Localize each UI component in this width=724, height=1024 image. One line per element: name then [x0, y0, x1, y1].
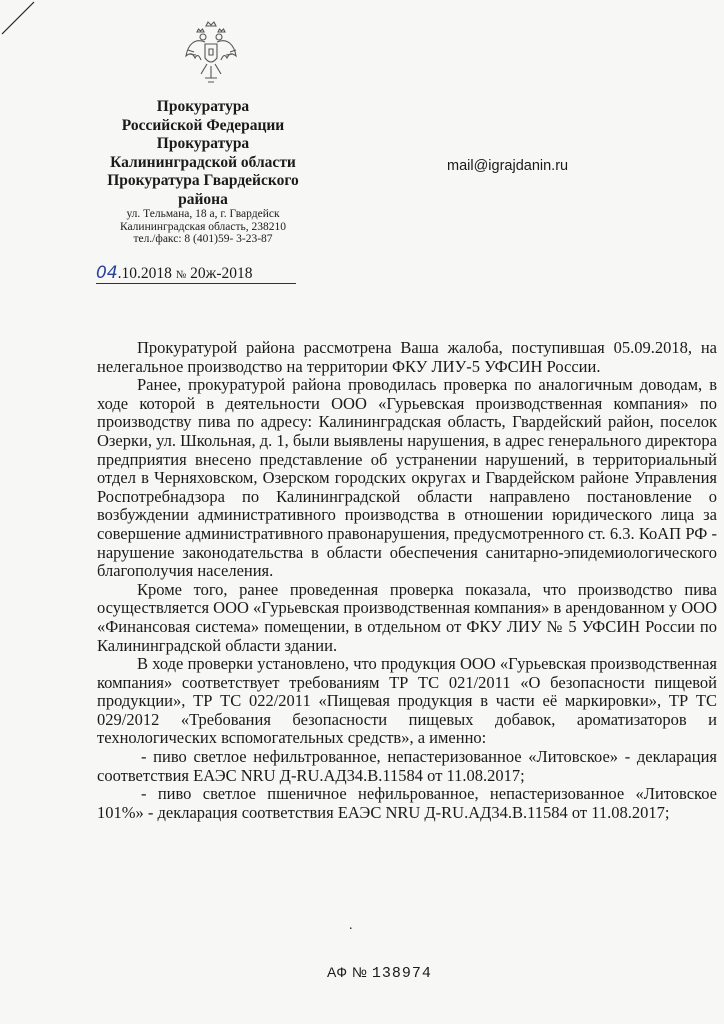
agency-line: Прокуратура Гвардейского — [107, 172, 299, 189]
address-line: ул. Тельмана, 18 а, г. Гвардейск — [126, 208, 280, 220]
form-serial-number — [327, 964, 432, 982]
agency-line: Прокуратура — [156, 135, 250, 152]
date-printed: .10.2018 — [117, 265, 172, 282]
agency-line: Калининградской области — [110, 153, 296, 171]
form-prefix: АФ № — [327, 964, 368, 980]
form-serial: 138974 — [371, 965, 432, 982]
paragraph: Кроме того, ранее проведенная проверка показала, что производство пива осуществляется ООО «Гурьевская производственная компания» в арендованном у ООО «Финансовая система» помещении, в отдельном от ФКУ ЛИУ № 5 УФСИН России по Калининградской области здании. — [97, 579, 717, 655]
agency-line: Российской Федерации — [121, 116, 285, 134]
trailing-mark: . — [349, 918, 353, 933]
address-line: Калининградская область, 238210 — [119, 220, 287, 233]
agency-line: Прокуратура — [156, 98, 250, 115]
number-sign: № — [175, 269, 187, 281]
date-underline — [96, 283, 296, 284]
recipient-email: mail@igrajdanin.ru — [447, 158, 569, 174]
address-line: тел./факс: 8 (401)59- 3-23-87 — [133, 233, 273, 245]
letter-body — [97, 339, 717, 822]
corner-fold-mark — [0, 0, 40, 40]
paragraph: Ранее, прокуратурой района проводилась проверка по аналогичным доводам, в ходе которой в деятельности ООО «Гурьевская производственная компания» по производству пива по адресу: Калининградская область, Гвардейский район, поселок Озерки, ул. Школьная, д. 1, были выявлены нарушения, в адрес генерального директора предприятия внесено представление об устранении нарушений, в территориальный отдел в Черняховском, Озерском городских округах и Гвардейском районе Управления Роспотребнадзора по Калининградской области направлено постановление о возбуждении административного производства в отношении юридического лица за совершение административного правонарушения, предусмотренного ст. 6.3. КоАП РФ - нарушение законодательства в области обеспечения санитарно-эпидемиологического благополучия населения. — [97, 375, 717, 581]
coat-of-arms-icon — [183, 20, 239, 86]
agency-line: района — [178, 190, 228, 208]
list-item: - пиво светлое пшеничное нефильрованное, непастеризованное «Литовское 101%» - декларация соответствия ЕАЭС NRU Д-RU.АД34.В.11584 от 11.08.2017; — [97, 784, 717, 822]
agency-address — [105, 208, 301, 246]
document-number: 20ж-2018 — [190, 265, 253, 282]
handwritten-day: 04 — [96, 263, 118, 283]
agency-name-block — [98, 98, 308, 209]
paragraph: В ходе проверки установлено, что продукция ООО «Гурьевская производственная компания» соответствует требованиям ТР ТС 021/2011 «О безопасности пищевой продукции», ТР ТС 022/2011 «Пищевая продукция в части её маркировки», ТР ТС 029/2012 «Требования безопасности пищевых добавок, ароматизаторов и технологических вспомогательных средств», а именно: — [97, 654, 717, 748]
paragraph: Прокуратурой района рассмотрена Ваша жалоба, поступившая 05.09.2018, на нелегальное производство на территории ФКУ ЛИУ-5 УФСИН России. — [97, 338, 717, 376]
list-item: - пиво светлое нефильтрованное, непастеризованное «Литовское» - декларация соответствия ЕАЭС NRU Д-RU.АД34.В.11584 от 11.08.2017; — [97, 747, 717, 785]
date-number-line — [96, 263, 306, 283]
